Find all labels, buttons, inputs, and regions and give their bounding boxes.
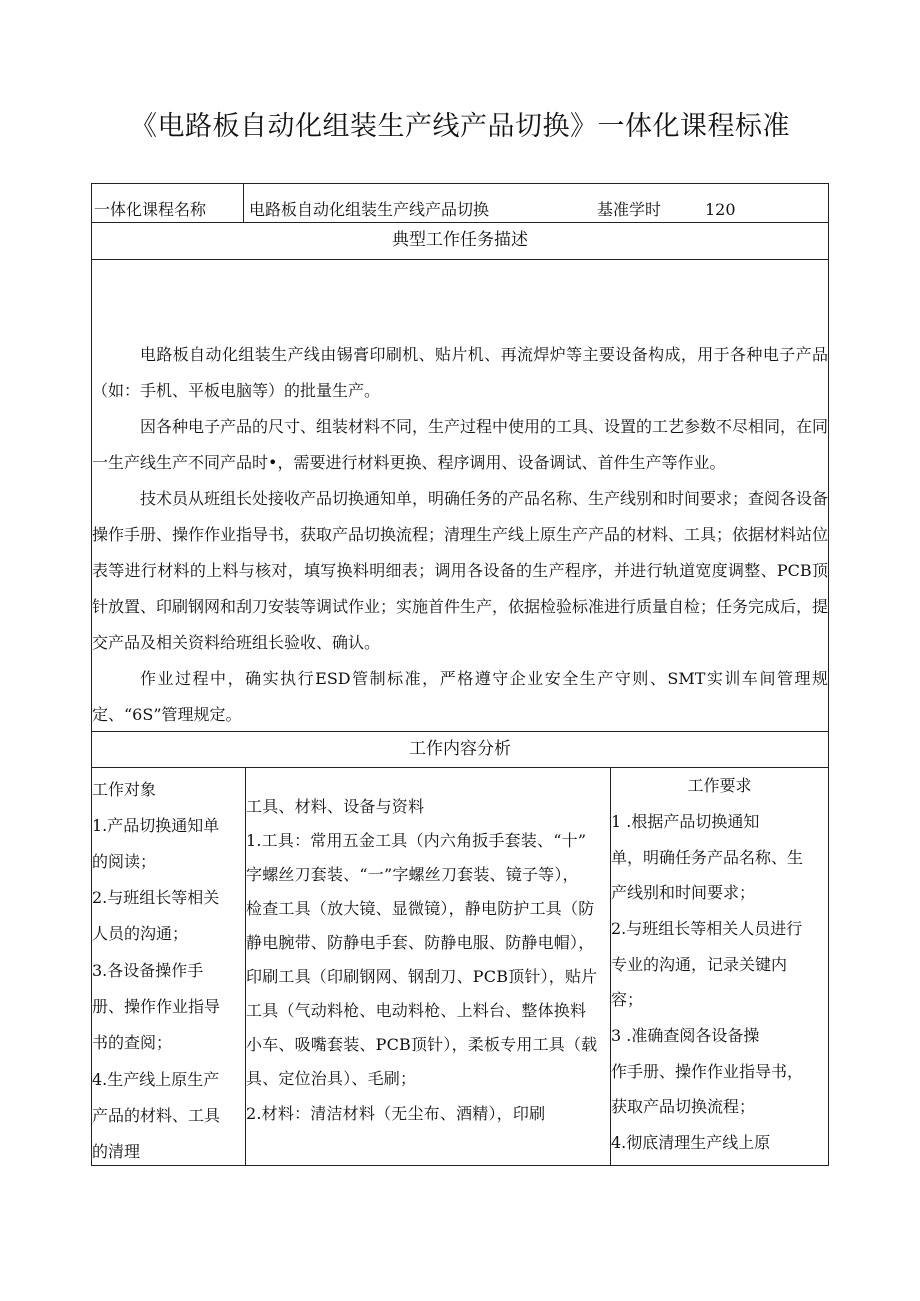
description-paragraph: 电路板自动化组装生产线由锡膏印刷机、贴片机、再流焊炉等主要设备构成，用于各种电子产品（如：手机、平板电脑等）的批量生产。 [92, 345, 828, 400]
content-analysis-header: 工作内容分析 [92, 731, 828, 768]
work-object-line: 1.产品切换通知单 [92, 816, 220, 835]
tools-line: 工具（气动料枪、电动料枪、上料台、整体换料 [246, 1001, 587, 1020]
work-object-line: 人员的沟通； [92, 924, 189, 943]
requirements-line: 3 .准确查阅各设备操 [611, 1026, 760, 1045]
hours-value: 120 [705, 200, 736, 219]
work-object-line: 的清理 [92, 1142, 141, 1161]
requirements-header: 工作要求 [687, 776, 752, 795]
tools-line: 印刷工具（印刷钢网、钢刮刀、PCB顶针），贴片 [246, 967, 598, 986]
tools-materials-column [246, 767, 611, 1165]
course-name-value: 电路板自动化组装生产线产品切换 [249, 200, 490, 219]
work-object-line: 的阅读； [92, 852, 157, 871]
course-info-row [92, 184, 828, 223]
tools-line: 工具、材料、设备与资料 [246, 797, 425, 816]
requirements-line: 作手册、操作作业指导书， [611, 1062, 804, 1081]
work-object-line: 产品的材料、工具 [92, 1106, 221, 1125]
work-object-line: 书的查阅； [92, 1033, 173, 1052]
work-object-line: 册、操作作业指导 [92, 997, 221, 1016]
tools-line: 具、定位治具）、毛刷； [246, 1069, 417, 1088]
requirements-line: 4.彻底清理生产线上原 [611, 1133, 771, 1152]
work-object-line: 4.生产线上原生产 [92, 1070, 220, 1089]
work-object-line: 工作对象 [92, 780, 157, 799]
content-analysis-columns [92, 767, 828, 1165]
work-object-column [92, 767, 246, 1165]
course-name-label: 一体化课程名称 [94, 200, 207, 219]
tools-line: 1.工具：常用五金工具（内六角扳手套装、“十” [246, 831, 587, 850]
tools-line: 2.材料：清洁材料（无尘布、酒精），印刷 [246, 1104, 546, 1123]
requirements-line: 获取产品切换流程； [611, 1097, 756, 1116]
document-title: 《电路板自动化组装生产线产品切换》一体化课程标准 [130, 111, 790, 142]
tools-line: 静电腕带、防静电手套、防静电服、防静电帽）， [246, 933, 595, 952]
course-standard-table [91, 183, 829, 1166]
requirements-line: 专业的沟通，记录关键内 [611, 955, 788, 974]
hours-label: 基准学时 [597, 200, 662, 219]
requirements-line: 容； [611, 990, 644, 1009]
requirements-line: 2.与班组长等相关人员进行 [611, 919, 803, 938]
requirements-line: 单，明确任务产品名称、生 [611, 848, 804, 867]
requirements-line: 1 .根据产品切换通知 [611, 812, 760, 831]
description-paragraph: 技术员从班组长处接收产品切换通知单，明确任务的产品名称、生产线别和时间要求；查阅各设备操作手册、操作作业指导书，获取产品切换流程；清理生产线上原生产产品的材料、工具；依据材料站位表等进行材料的上料与核对，填写换料明细表；调用各设备的生产程序，并进行轨道宽度调整、PCB顶针放置、印刷钢网和刮刀安装等调试作业；实施首件生产，依据检验标准进行质量自检；任务完成后，提交产品及相关资料给班组长验收、确认。 [92, 489, 829, 652]
work-requirements-column [611, 767, 828, 1165]
tools-line: 小车、吸嘴套装、PCB顶针），柔板专用工具（载 [246, 1035, 598, 1054]
description-paragraph: 因各种电子产品的尺寸、组装材料不同，生产过程中使用的工具、设置的工艺参数不尽相同，在同一生产线生产不同产品时•，需要进行材料更换、程序调用、设备调试、首件生产等作业。 [92, 417, 829, 472]
work-object-line: 2.与班组长等相关 [92, 888, 220, 907]
requirements-line: 产线别和时间要求； [611, 883, 756, 902]
task-description-body [92, 259, 828, 732]
tools-line: 检查工具（放大镜、显微镜），静电防护工具（防 [246, 899, 595, 918]
work-object-line: 3.各设备操作手 [92, 961, 204, 980]
tools-line: 字螺丝刀套装、“一”字螺丝刀套装、镜子等）， [246, 865, 579, 884]
task-description-header: 典型工作任务描述 [92, 222, 828, 260]
description-paragraph: 作业过程中，确实执行ESD管制标准，严格遵守企业安全生产守则、SMT实训车间管理规定、“6S”管理规定。 [92, 669, 828, 724]
